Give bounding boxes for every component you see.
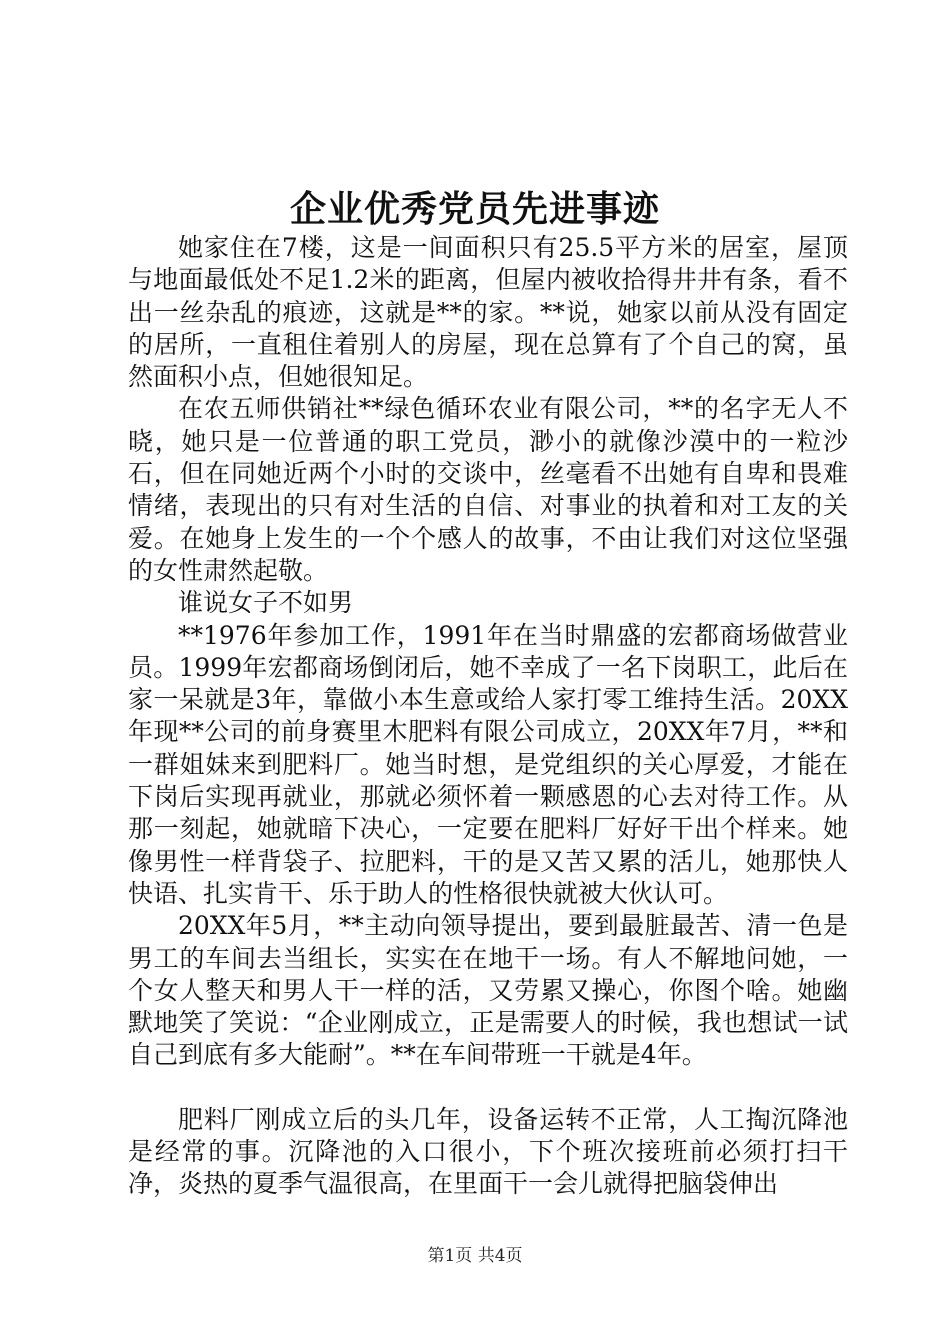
document-body [128, 232, 848, 1201]
section-heading: 谁说女子不如男 [178, 588, 354, 618]
paragraph: 20XX年5月，**主动向领导提出，要到最脏最苦、清一色是男工的车间去当组长，实实在在地干一场。有人不解地问她，一个女人整天和男人干一样的活，又劳累又操心，你图个啥。她幽默地笑了笑说：“企业刚成立，正是需要人的时候，我也想试一试自己到底有多大能耐”。**在车间带班一干就是4年。 [128, 911, 848, 1070]
paragraph: 肥料厂刚成立后的头几年，设备运转不正常，人工掏沉降池是经常的事。沉降池的入口很小，下个班次接班前必须打扫干净，炎热的夏季气温很高，在里面干一会儿就得把脑袋伸出 [128, 1104, 848, 1199]
paragraph: **1976年参加工作，1991年在当时鼎盛的宏都商场做营业员。1999年宏都商场倒闭后，她不幸成了一名下岗职工，此后在家一呆就是3年，靠做小本生意或给人家打零工维持生活。20XX年现**公司的前身赛里木肥料有限公司成立，20XX年7月，**和一群姐妹来到肥料厂。她当时想，是党组织的关心厚爱，才能在下岗后实现再就业，那就必须怀着一颗感恩的心去对待工作。从那一刻起，她就暗下决心，一定要在肥料厂好好干出个样来。她像男性一样背袋子、拉肥料，干的是又苦又累的活儿，她那快人快语、扎实肯干、乐于助人的性格很快就被大伙认可。 [128, 620, 848, 908]
page-number-footer: 第1页 共4页 [427, 1246, 523, 1266]
paragraph: 在农五师供销社**绿色循环农业有限公司，**的名字无人不晓，她只是一位普通的职工党员，渺小的就像沙漠中的一粒沙石，但在同她近两个小时的交谈中，丝毫看不出她有自卑和畏难情绪，表现出的只有对生活的自信、对事业的执着和对工友的关爱。在她身上发生的一个个感人的故事，不由让我们对这位坚强的女性肃然起敬。 [128, 394, 848, 585]
paragraph: 她家住在7楼，这是一间面积只有25.5平方米的居室，屋顶与地面最低处不足1.2米的距离，但屋内被收拾得井井有条，看不出一丝杂乱的痕迹，这就是**的家。**说，她家以前从没有固定的居所，一直租住着别人的房屋，现在总算有了个自己的窝，虽然面积小点，但她很知足。 [128, 233, 848, 392]
document-title: 企业优秀党员先进事迹 [289, 188, 660, 230]
